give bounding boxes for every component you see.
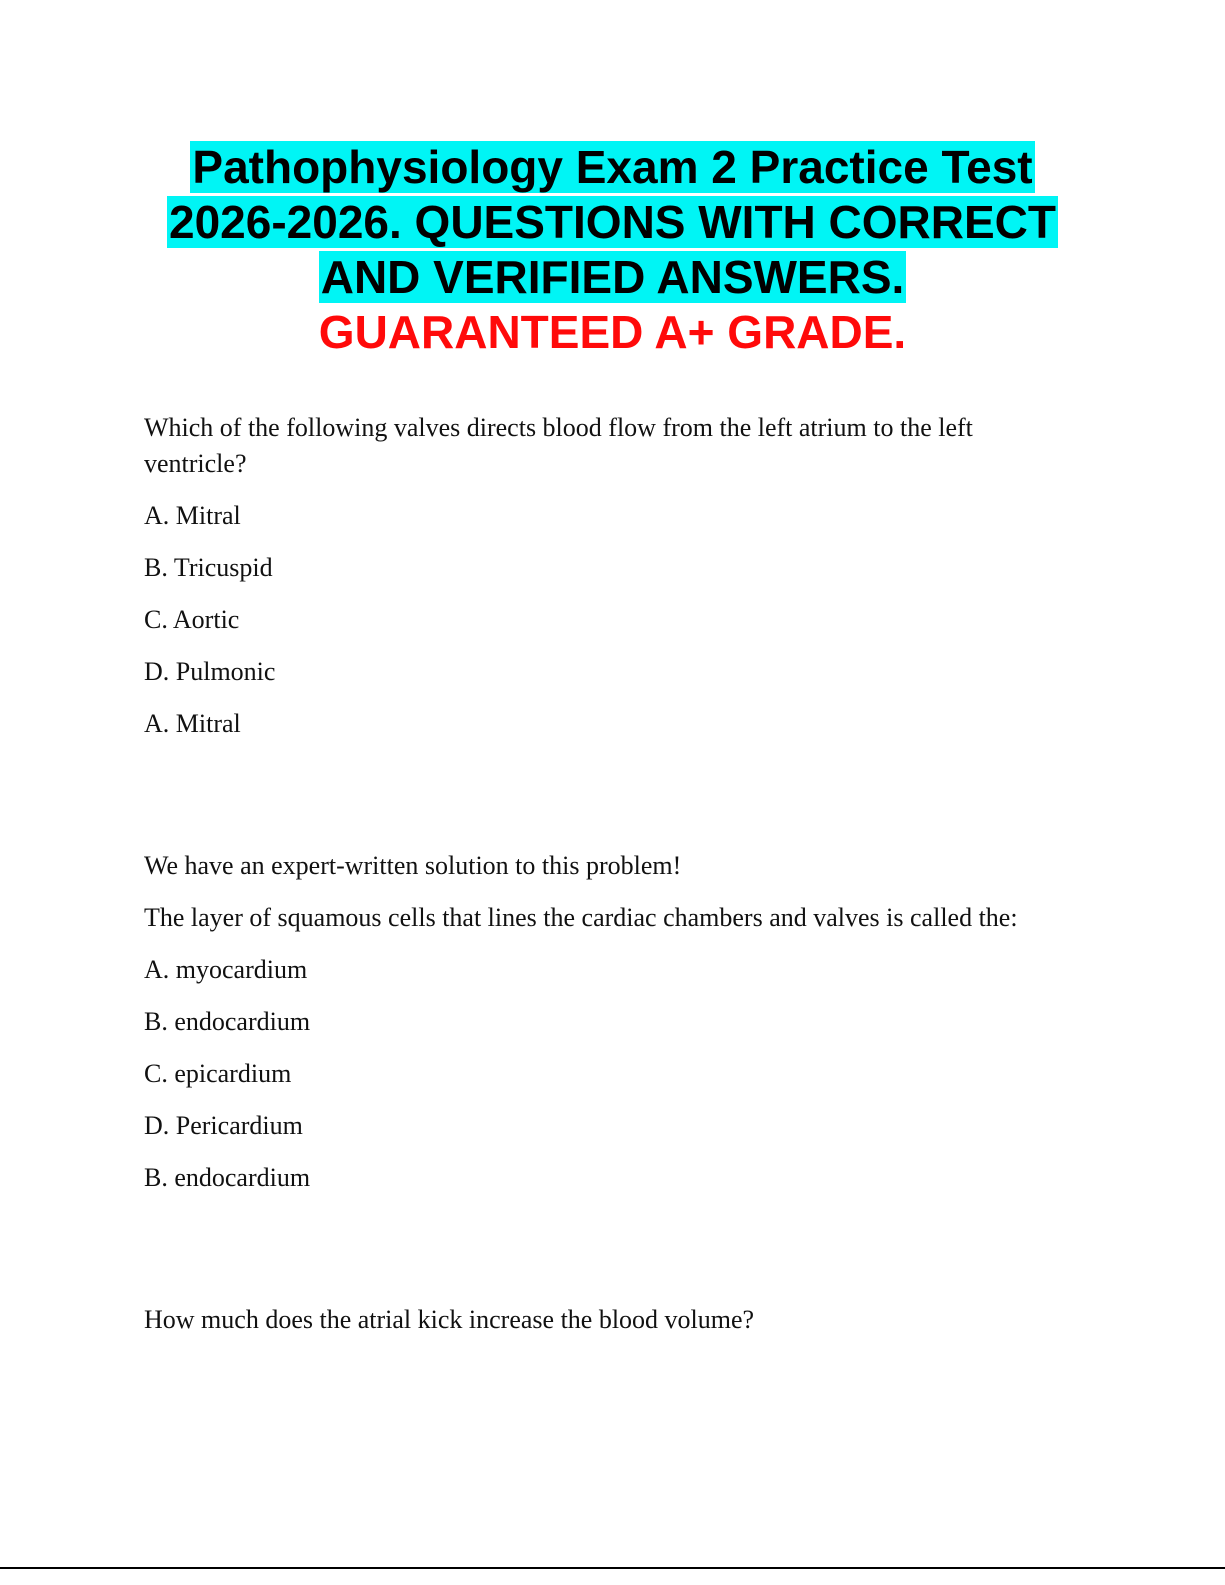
question-2-option-a: A. myocardium — [144, 955, 308, 984]
document-title — [60, 140, 1165, 360]
spacer — [144, 758, 1044, 848]
title-line-3: AND VERIFIED ANSWERS. — [320, 251, 905, 303]
question-2-option-d: D. Pericardium — [144, 1111, 303, 1140]
title-guarantee: GUARANTEED A+ GRADE. — [318, 306, 907, 358]
question-2-intro: We have an expert-written solution to this problem! — [144, 851, 682, 880]
question-1-text: Which of the following valves directs blood flow from the left atrium to the left ventricle? — [144, 413, 973, 478]
question-list — [144, 410, 1044, 1354]
spacer — [144, 1212, 1044, 1302]
question-2-text: The layer of squamous cells that lines the cardiac chambers and valves is called the: — [144, 903, 1018, 932]
question-2-answer: B. endocardium — [144, 1163, 311, 1192]
question-1-option-b: B. Tricuspid — [144, 553, 273, 582]
question-1-option-a: A. Mitral — [144, 501, 241, 530]
question-1-option-c: C. Aortic — [144, 605, 240, 634]
question-1-option-d: D. Pulmonic — [144, 657, 276, 686]
title-line-2: 2026-2026. QUESTIONS WITH CORRECT — [169, 196, 1056, 248]
title-line-1: Pathophysiology Exam 2 Practice Test — [192, 141, 1033, 193]
question-2-option-c: C. epicardium — [144, 1059, 292, 1088]
page-bottom-rule — [0, 1567, 1225, 1569]
question-3-text: How much does the atrial kick increase the blood volume? — [144, 1305, 755, 1334]
question-1-answer: A. Mitral — [144, 709, 241, 738]
question-2-option-b: B. endocardium — [144, 1007, 311, 1036]
